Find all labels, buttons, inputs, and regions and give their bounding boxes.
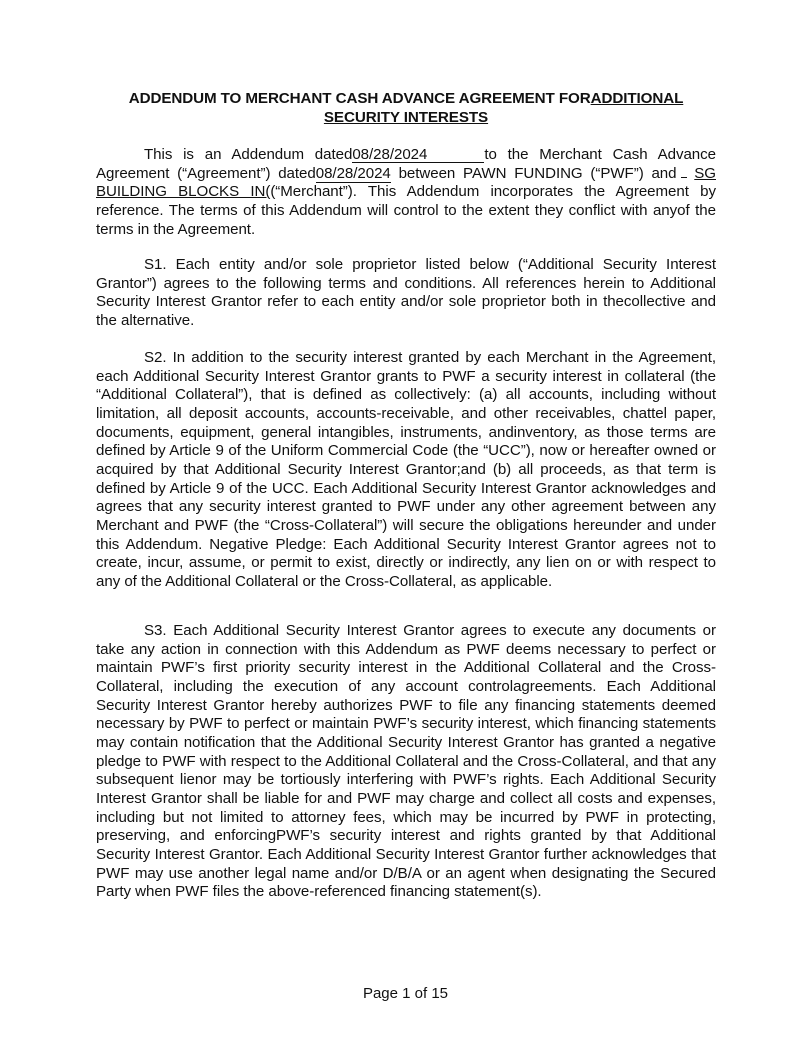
section-s2 xyxy=(96,349,716,592)
intro-paragraph xyxy=(96,146,716,239)
title-line2: SECURITY INTERESTS xyxy=(323,109,489,126)
document-title xyxy=(96,89,716,127)
agreement-date-field: 08/28/2024 xyxy=(315,164,391,182)
intro-text-2: to the Merchant Cash Advance Agreement (“Agreement”) dated xyxy=(96,146,716,182)
section-s1 xyxy=(96,256,716,331)
intro-text-3: between PAWN FUNDING (“PWF”) and xyxy=(398,164,677,182)
page-number: Page 1 of 15 xyxy=(362,985,449,1002)
title-line1-underlined: ADDITIONAL xyxy=(590,90,684,107)
merchant-name-field: SG BUILDING BLOCKS IN( xyxy=(96,164,716,201)
section-s2-text: S2. In addition to the security interest granted by each Merchant in the Agreement, each Additional Security Interest Grantor grants to PWF a security interest in collateral (the “Additional Collateral”), that is defined as collectively: (a) all accounts, including without limitation, all deposit accounts, accounts-receivable, and other receivables, chattel paper, documents, equipment, general intangibles, instruments, andinventory, as those terms are defined by Article 9 of the Uniform Commercial Code (the “UCC”), now or hereafter owned or acquired by that Additional Security Interest Grantor;and (b) all proceeds, as that term is defined by Article 9 of the UCC. Each Additional Security Interest Grantor acknowledges and agrees that any security interest granted to PWF under any other agreement between any Merchant and PWF (the “Cross-Collateral”) will secure the obligations hereunder and under this Addendum. Negative Pledge: Each Additional Security Interest Grantor agrees not to create, incur, assume, or permit to exist, directly or indirectly, any lien on or with respect to any of the Additional Collateral or the Cross-Collateral, as applicable. xyxy=(96,349,716,590)
addendum-date-field: 08/28/2024 xyxy=(352,148,484,163)
blank-line-mark xyxy=(681,169,687,178)
section-s3-text: S3. Each Additional Security Interest Grantor agrees to execute any documents or take any action in connection with this Addendum as PWF deems necessary to perfect or maintain PWF’s first priority security interest in the Additional Collateral and the Cross-Collateral, including the execution of any account controlagreements. Each Additional Security Interest Grantor hereby authorizes PWF to file any financing statements deemed necessary by PWF to perfect or maintain PWF’s security interest, which financing statements may contain notification that the Additional Security Interest Grantor has granted a negative pledge to PWF with respect to the Additional Collateral and the Cross-Collateral, and that any subsequent lienor may be tortiously interfering with PWF’s rights. Each Additional Security Interest Grantor shall be liable for and PWF may charge and collect all costs and expenses, including but not limited to attorney fees, which may be incurred by PWF in protecting, preserving, and enforcingPWF’s security interest and rights granted by that Additional Security Interest Grantor. Each Additional Security Interest Grantor further acknowledges that PWF may use another legal name and/or D/B/A or an agent when designating the Secured Party when PWF files the above-referenced financing statement(s). xyxy=(96,622,716,901)
intro-text-1: This is an Addendum dated xyxy=(144,146,353,163)
title-line1: ADDENDUM TO MERCHANT CASH ADVANCE AGREEMENT FOR xyxy=(128,90,591,107)
section-s1-text: S1. Each entity and/or sole proprietor listed below (“Additional Security Interest Grantor”) agrees to the following terms and conditions. All references herein to Additional Security Interest Grantor refer to each entity and/or sole proprietor both in thecollective and the alternative. xyxy=(96,256,716,329)
intro-text-4: (“Merchant”). This Addendum incorporates the Agreement by reference. The terms of this Addendum will control to the extent they conflict with anyof the terms in the Agreement. xyxy=(96,183,716,238)
section-s3 xyxy=(96,622,716,902)
